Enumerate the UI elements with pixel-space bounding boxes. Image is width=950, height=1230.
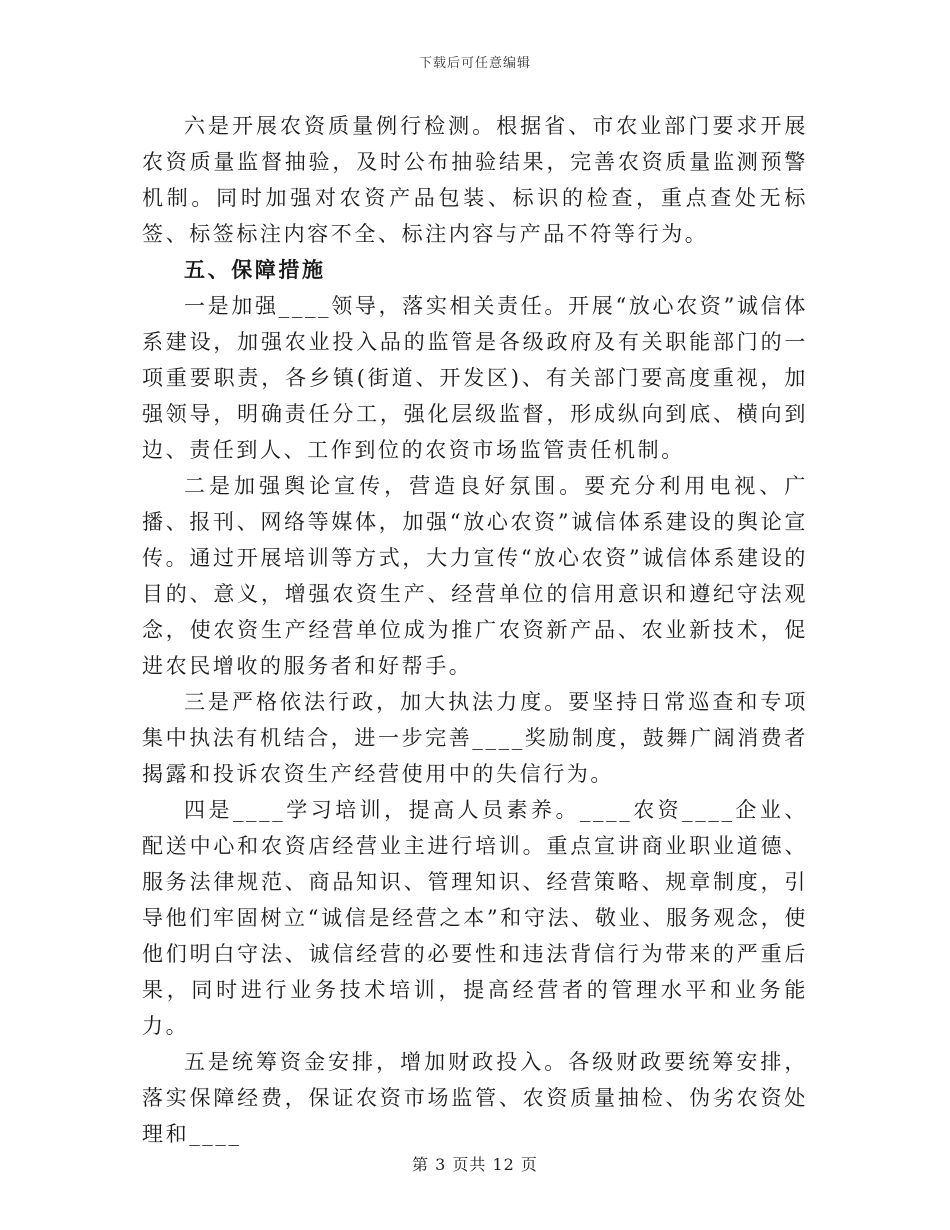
page-header-note: 下载后可任意编辑 — [418, 56, 531, 71]
paragraph-funding: 五是统筹资金安排，增加财政投入。各级财政要统筹安排，落实保障经费，保证农资市场监管、农资质量抽检、伪劣农资处理和____ — [142, 1050, 808, 1146]
page-number: 第 3 页共 12 页 — [412, 1155, 538, 1174]
paragraph-training: 四是____学习培训，提高人员素养。____农资____企业、配送中心和农资店经营业主进行培训。重点宣讲商业职业道德、服务法律规范、商品知识、管理知识、经营策略、规章制度，引导他们牢固树立“诚信是经营之本”和守法、敬业、服务观念，使他们明白守法、诚信经营的必要性和违法背信行为带来的严重后果，同时进行业务技术培训，提高经营者的管理水平和业务能力。 — [142, 798, 808, 1038]
document-body — [142, 108, 808, 1152]
section-heading-safeguards: 五、保障措施 — [184, 257, 326, 282]
paragraph-leadership: 一是加强____领导，落实相关责任。开展“放心农资”诚信体系建设，加强农业投入品的监管是各级政府及有关职能部门的一项重要职责，各乡镇(街道、开发区)、有关部门要高度重视，加强领导，明确责任分工，强化层级监督，形成纵向到底、横向到边、责任到人、工作到位的农资市场监管责任机制。 — [142, 294, 808, 462]
paragraph-publicity: 二是加强舆论宣传，营造良好氛围。要充分利用电视、广播、报刊、网络等媒体，加强“放心农资”诚信体系建设的舆论宣传。通过开展培训等方式，大力宣传“放心农资”诚信体系建设的目的、意义，增强农资生产、经营单位的信用意识和遵纪守法观念，使农资生产经营单位成为推广农资新产品、农业新技术，促进农民增收的服务者和好帮手。 — [142, 474, 808, 678]
paragraph-quality-testing: 六是开展农资质量例行检测。根据省、市农业部门要求开展农资质量监督抽验，及时公布抽验结果，完善农资质量监测预警机制。同时加强对农资产品包装、标识的检查，重点查处无标签、标签标注内容不全、标注内容与产品不符等行为。 — [142, 114, 808, 246]
paragraph-law-enforcement: 三是严格依法行政，加大执法力度。要坚持日常巡查和专项集中执法有机结合，进一步完善____奖励制度，鼓舞广阔消费者揭露和投诉农资生产经营使用中的失信行为。 — [142, 690, 808, 786]
